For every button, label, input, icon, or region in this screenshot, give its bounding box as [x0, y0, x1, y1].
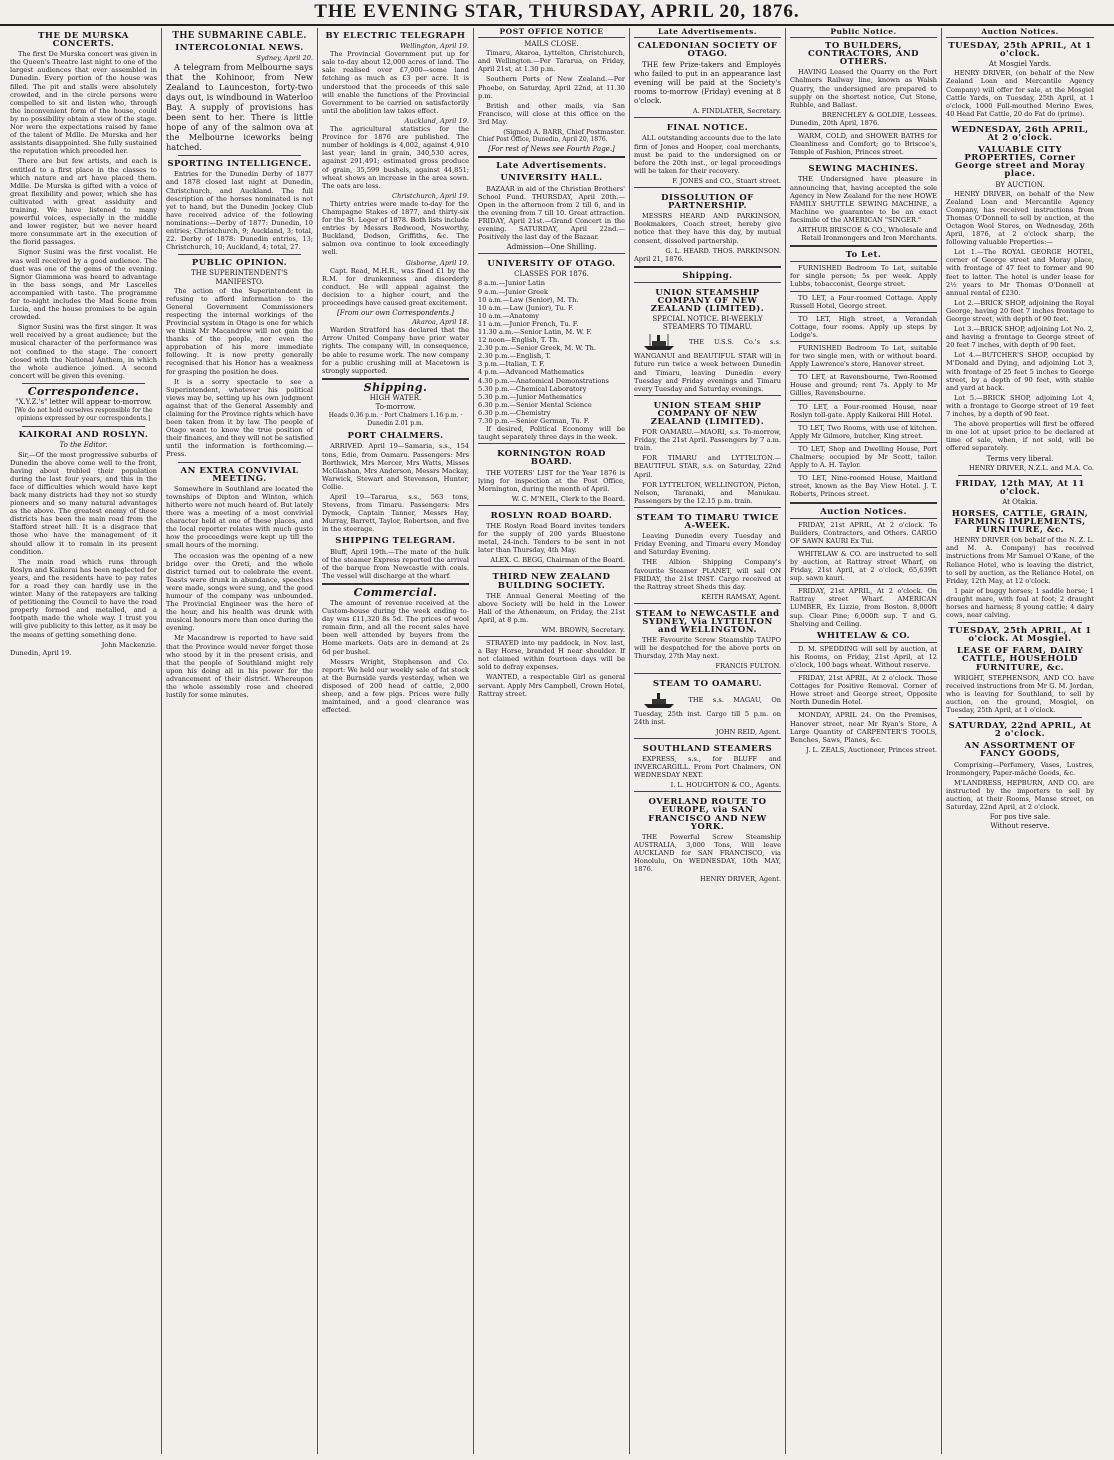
heading: THE SUBMARINE CABLE. — [172, 30, 307, 41]
paragraph: WHITELAW & CO. are instructed to sell by auction, at Rattray street Wharf, on Friday, 21st April, at 2 o'clock, 65,639ft sup. sawn kauri. — [790, 549, 937, 583]
divider — [22, 383, 145, 384]
signature: W. C. M'NEIL, Clerk to the Board. — [511, 494, 625, 503]
note: [We do not hold ourselves responsible for the opinions expressed by our correspondents.] — [14, 407, 153, 423]
paragraph: Capt. Read, M.H.R., was fined £1 by the R.M. for drunkenness and disorderly conduct. He will appeal against the decision to a higher court, and the proceedings have caused great excitement. — [322, 266, 469, 307]
class-1: 9 a.m.—Junior Greek — [478, 287, 548, 296]
dateline: Christchurch, April 19. — [392, 191, 469, 200]
admission: Admission—One Shilling. — [506, 243, 597, 252]
heading: SATURDAY, 22nd APRIL, At 2 o'clock. — [948, 721, 1092, 740]
paragraph: HENRY DRIVER (on behalf of the N. Z. L. and M. A. Company) has received instructions from Mr Samuel O'Kane, of the Reliance Hotel, who is leaving the district, to sell by auction, as the Reliance Hotel, on Friday, 12th May, at 12 o'clock. — [946, 536, 1094, 585]
paragraph: D. M. SPEDDING will sell by auction, at his Rooms, on Friday, 21st April, at 12 o'clock, 100 bags wheat. Without reserve. — [790, 644, 937, 669]
advertisement — [790, 584, 937, 627]
signature: BRENCHLEY & GOLDIE, Lessees. — [821, 110, 937, 119]
signature: HENRY DRIVER, Agent. — [699, 875, 781, 884]
paragraph: FURNISHED Bedroom To Let, suitable for two single men, with or without board. Apply Lawrence's store, Hanover street. — [790, 344, 937, 369]
paragraph: The main road which runs through Roslyn and Kaikorai has been neglected for years, and the residents have to pay rates for a road they can hardly use in the winter. Many of the ratepayers are talking of petitioning the Council to have the road properly formed and metalled, and a footpath made the whole way. I trust you will give publicity to this letter, as it may be the means of getting something done. — [10, 557, 157, 639]
dateline: Auckland, April 19. — [404, 116, 469, 125]
heading: STEAM TO TIMARU TWICE A-WEEK. — [636, 512, 779, 532]
heading: UNION STEAM SHIP COMPANY OF NEW ZEALAND (LIMITED). — [650, 400, 765, 427]
divider — [178, 155, 301, 156]
paragraph: Thirty entries were made to-day for the Champagne Stakes of 1877, and thirty-six for the St. Leger of 1878. Both lists include entries by Messrs Redwood, Nosworthy, Buckland, Dodson, Griffiths, &c. The salmon ova continue to look exceedingly well. — [322, 199, 469, 257]
paragraph: FOR TIMARU and LYTTELTON.—BEAUTIFUL STAR, s.s. on Saturday, 22nd April. — [634, 454, 781, 479]
subheading: MAILS CLOSE. — [524, 40, 579, 49]
divider — [178, 462, 301, 463]
column-3 — [318, 28, 474, 1454]
advertisement — [790, 642, 937, 669]
heading: SEWING MACHINES. — [808, 164, 919, 175]
section-heading: Commercial. — [353, 585, 438, 599]
section-heading: Shipping. — [363, 380, 428, 394]
paragraph: The agricultural statistics for the Province for 1876 are published. The number of holdings is 4,002, against 4,910 last year; land in grain, 340,530 acres, against 291,491; estimated gross produce of grain, 35,599 bushels, against 44,851; wheat shows an increase in the area sown. The oats are less. — [322, 125, 469, 190]
subheading: At Otakia. — [1002, 497, 1038, 506]
dateline: Gisborne, April 19. — [405, 258, 469, 267]
paragraph: Lot 4.—BUTCHER'S SHOP, occupied by M'Donald and Dying, and adjoining Lot 3, with frontage of 25 feet 5 inches to George street, by a depth of 90 feet, with stable and yard at back. — [946, 351, 1094, 392]
tide-heading: HIGH WATER. — [369, 393, 422, 402]
class-10: 3 p.m.—Italian, T. F. — [478, 360, 545, 369]
paragraph: 1 pair of buggy horses; 1 saddle horse; 1 draught mare, with foal at foot; 2 draught horses and harness; 8 young cattle; 4 dairy cows, near calving. — [946, 586, 1094, 620]
paragraph: MONDAY, APRIL 24. On the Premises, Hanover street, near Mr Ryan's Store, A Large Quantity of CARPENTER'S TOOLS, Benches, Saws, Planes, &c. — [790, 711, 937, 744]
heading: UNIVERSITY OF OTAGO. — [487, 259, 616, 270]
paragraph: TO LET, High street, a Verandah Cottage, four rooms. Apply up steps by Lodge's. — [790, 314, 937, 339]
advertisement — [790, 671, 937, 706]
paragraph: Lot 3.—BRICK SHOP, adjoining Lot No. 2, and having a frontage to George street of 20 feet 7 inches, with depth of 90 feet. — [946, 325, 1094, 350]
class-3: 10 a.m.—Law (Junior), Tu. F. — [478, 303, 574, 312]
paragraph: It is a sorry spectacle to see a Superintendent, whatever his political views may be, setting up his own judgment against that of the General Assembly and claiming for the Province rights which have been taken from it by law. The people of Otago want to know the true position of their finances, and they will not be satisfied until the information is forthcoming.—Press. — [166, 377, 313, 459]
advertisement — [634, 395, 781, 505]
signature: I. L. HOUGHTON & CO., Agents. — [670, 781, 781, 790]
section-heading: Late Advertisements. — [496, 161, 607, 172]
heading: TO BUILDERS, CONTRACTORS, AND OTHERS. — [808, 41, 919, 68]
paragraph — [634, 332, 781, 392]
paragraph: If desired, Political Economy will be taught separately three days in the week. — [478, 425, 625, 442]
paragraph: THE Roslyn Road Board invites tenders for the supply of 200 yards Bluestone metal, 24-inch. Tenders to be sent in not later than Thursday, 4th May. — [478, 521, 625, 555]
heading: FRIDAY, 12th MAY, At 11 o'clock. — [955, 478, 1085, 497]
divider — [634, 266, 781, 268]
advertisement — [478, 566, 625, 634]
column-header: Late Advertisements. — [634, 28, 781, 38]
advertisement — [790, 400, 937, 419]
heading: STEAM TO OAMARU. — [652, 678, 763, 689]
heading: WHITELAW & CO. — [816, 630, 911, 641]
divider — [958, 475, 1082, 476]
advertisement — [790, 421, 937, 440]
date: Dunedin, 20th April, 1876. — [790, 118, 880, 127]
heading: FINAL NOTICE. — [666, 123, 749, 134]
column-header: Public Notice. — [790, 28, 937, 38]
divider — [478, 156, 625, 158]
paragraph: THE Albion Shipping Company's favourite Steamer PLANET, will sail ON FRIDAY, the 21st INST. Cargo received at the Rattray street Sheds this day. — [634, 558, 781, 591]
dateline: Wellington, April 19. — [400, 42, 469, 51]
column-4 — [474, 28, 630, 1454]
class-15: 6.30 p.m.—Senior Mental Science — [478, 400, 592, 409]
paragraph: Entries for the Dunedin Derby of 1877 and 1878 closed last night at Dunedin, Christchurch, and Auckland. The full description of the horses nominated is not yet to hand, but the Dunedin Jockey Club have received advice of the following nominations:—Derby of 1877: Dunedin, 10 entries; Christchurch, 9; Auckland, 3; total, 22. Derby of 1878: Dunedin entries, 13; Christchurch, 10; Auckland, 4; total, 27. — [166, 170, 313, 252]
paragraph: A telegram from Melbourne says that the Kohinoor, from New Zealand to Launceston, forty-two days out, is windbound in Waterloo Bay. A supply of provisions has been sent to her. There is little hope of any of the salmon ova at the Melbourne iceworks being hatched. — [166, 62, 313, 153]
heading: VALUABLE CITY PROPERTIES, Corner George street and Moray place. — [954, 145, 1086, 180]
advertisement — [790, 158, 937, 242]
heading: WEDNESDAY, 26th APRIL, At 2 o'clock. — [951, 124, 1089, 144]
paragraph: The amount of revenue received at the Custom-house during the week ending to-day was £11,320 8s 5d. The prices of wool remain firm, and all the recent sales have been well attended by buyers from the Home markets. Oats are in demand at 2s 6d per bushel. — [322, 599, 469, 656]
heading: KAIKORAI AND ROSLYN. — [18, 430, 149, 441]
paragraph: The above properties will first be offered in one lot at upset price to be declared at time of sale, when, if not sold, will be offered separately. — [946, 420, 1094, 453]
paragraph: ARRIVED. April 19—Samaria, s.s., 154 tons, Edie, from Oamaru. Passengers: Mrs Borthwick, Mrs Mercer, Mrs Watts, Misses McGlashan, Mrs Anderson, Messrs Mackay, Warwick, Stewart and Stevenson, Hunter, Collie. — [322, 442, 469, 491]
paragraph: April 19—Tararua, s.s., 563 tons, Stevens, from Timaru. Passengers: Mrs Dymock, Captain Tanner, Messrs Hay, Murray, Barrett, Taylor, Robertson, and five in the steerage. — [322, 492, 469, 534]
advertisement — [790, 312, 937, 339]
paragraph: TO LET, Two Rooms, with use of kitchen. Apply Mr Gilmore, butcher, King street. — [790, 423, 937, 440]
paragraph: WARM, COLD, and SHOWER BATHS for Cleanliness and Comfort; go to Briscoe's, Temple of Fashion, Princes street. — [790, 132, 937, 157]
section-heading: Shipping. — [682, 270, 733, 281]
signature: J. L. ZEALS, Auctioneer, Princes street. — [806, 745, 937, 754]
advertisement — [790, 471, 937, 498]
paragraph: The occasion was the opening of a new bridge over the Oreti, and the whole district turned out to celebrate the event. Toasts were drunk in abundance, speeches were made, songs were sung, and the good humour of the company was unbounded. The Provincial Engineer was the hero of the hour, and his health was drunk with musical honours more than once during the evening. — [166, 551, 313, 633]
signature: G. L. HEARD. THOS. PARKINSON. — [665, 246, 781, 255]
class-2: 10 a.m.—Law (Senior), M. Th. — [478, 295, 579, 304]
paragraph: WRIGHT, STEPHENSON, AND CO. have received instructions from Mr G. M. Jordan, who is leaving for Southland, to sell by auction, on the ground, Mosgiel, on Tuesday, 25th April, at 1 o'clock. — [946, 673, 1094, 715]
paragraph: WANTED, a respectable Girl as general servant. Apply Mrs Campbell, Crown Hotel, Rattray street. — [478, 673, 625, 698]
paragraph: THE Favourite Screw Steamship TAUPO will be despatched for the above ports on Thursday, 27th May next. — [634, 636, 781, 661]
paragraph: Southern Ports of New Zealand.—Per Phoebe, on Saturday, April 22nd, at 11.30 p.m. — [478, 75, 625, 100]
paragraph: MESSRS HEARD AND PARKINSON, Bookmakers, Coach street, hereby give notice that they have this day, by mutual consent, dissolved partnership. — [634, 212, 781, 245]
divider — [958, 622, 1082, 623]
heading: DISSOLUTION OF PARTNERSHIP. — [661, 193, 754, 212]
paragraph: The action of the Superintendent in refusing to afford information to the General Government Commissioners respecting the internal workings of the Provincial system in Otago is one for which we think Mr Macandrew will not gain the thanks of the people, nor even the approbation of his more immediate following. It is now pretty generally recognised that his Honor has a weakness for grasping the position he does. — [166, 286, 313, 376]
heading: THIRD NEW ZEALAND BUILDING SOCIETY. — [492, 572, 611, 591]
dateline: Sydney, April 20. — [256, 54, 313, 63]
class-6: 11.30 a.m.—Senior Latin, M. W. F. — [478, 328, 592, 336]
dateline: Akaroa, April 18. — [412, 318, 469, 327]
signature: F. JONES and CO., Stuart street. — [672, 176, 781, 185]
tide-subheading: To-morrow. — [375, 403, 416, 412]
heading: BY ELECTRIC TELEGRAPH — [325, 31, 466, 41]
class-8: 2.30 p.m.—Senior Greek, M. W. Th. — [478, 344, 596, 353]
class-11: 4 p.m.—Advanced Mathematics — [478, 368, 584, 377]
heading: UNION STEAMSHIP COMPANY OF NEW ZEALAND (LIMITED). — [650, 287, 765, 315]
advertisement — [478, 505, 625, 565]
paragraph: Somewhere in Southland are located the townships of Dipton and Winton, which hitherto were not much heard of. But lately there was a meeting of a most convivial character held at one of these places, and the local reporter relates with much gusto how the proceedings were kept up till the small hours of the morning. — [166, 484, 313, 550]
advertisement — [790, 442, 937, 469]
column-header: POST OFFICE NOTICE — [478, 28, 625, 38]
class-12: 4.30 p.m.—Anatomical Demonstrations — [478, 376, 609, 385]
class-4: 10 a.m.—Anatomy — [478, 311, 539, 320]
paragraph — [634, 690, 781, 726]
signature: A. FINDLATER, Secretary. — [692, 107, 781, 116]
dateline: Dunedin, April 19. — [10, 648, 72, 657]
section-heading: To Let. — [845, 250, 882, 261]
advertisement — [478, 443, 625, 503]
column-header: Auction Notices. — [946, 28, 1094, 38]
heading: LEASE OF FARM, DAIRY CATTLE, HOUSEHOLD FURNITURE, &c. — [956, 646, 1084, 673]
advertisement — [478, 253, 625, 441]
class-5: 11 a.m.—Junior French, Tu. F. — [478, 319, 579, 328]
advertisement — [790, 547, 937, 582]
column-6 — [786, 28, 942, 1454]
heading: AN EXTRA CONVIVIAL MEETING. — [180, 465, 299, 484]
heading: UNIVERSITY HALL. — [500, 173, 603, 184]
paragraph: TO LET, Nine-roomed House, Maitland street, known as the Bay View Hotel. J. T. Roberts, Princes street. — [790, 474, 937, 499]
date: April 21, 1876. — [634, 254, 684, 263]
advertisement — [634, 791, 781, 883]
note: [From our own Correspondents.] — [337, 309, 454, 318]
subheading: CLASSES FOR 1876. — [514, 270, 589, 279]
paragraph: FURNISHED Bedroom To Let, suitable for single person; 5s per week. Apply Lubbs, tobacconist, George street. — [790, 264, 937, 289]
paragraph: The first De Murska concert was given in the Queen's Theatre last night to one of the largest audiences that ever assembled in Dunedin. Every portion of the house was filled. The pit and stalls were absolutely crowded, and in the circle persons were compelled to sit and listen who, through the inconvenient form of the house, could by no possibility obtain a view of the stage. Nor were the expectations raised by fame of the talent of Mdlle. De Murska and her assistants disappointed. She fully sustained the reputation which preceded her. — [10, 50, 157, 156]
paragraph: FRIDAY, 21st APRIL, At 2 o'clock. On Rattray street Wharf. AMERICAN LUMBER, Ex Lizzie, from Boston. 8,000ft sup. Clear Pine; 6,000ft sup. T and G. Shelving and Ceiling. — [790, 587, 937, 628]
subheading: At Mosgiel Yards. — [988, 60, 1052, 69]
tide-values: Heads 0.36 p.m. · Port Chalmers 1.16 p.m. · Dunedin 2.01 p.m. — [328, 412, 463, 428]
paragraph: Messrs Wright, Stephenson and Co. report: We held our weekly sale of fat stock at the Burnside yards yesterday, when we disposed of 200 head of cattle, 2,000 sheep, and a few pigs. Prices were fully maintained, and a good clearance was effected. — [322, 657, 469, 715]
steamship-icon — [642, 690, 676, 710]
class-16: 6.30 p.m.—Chemistry — [478, 408, 551, 417]
heading: HORSES, CATTLE, GRAIN, FARMING IMPLEMENTS, FURNITURE, &c. — [951, 508, 1089, 536]
paragraph: Mr Macandrew is reported to have said that the Province would never forget those who stood by it in the present crisis, and that the people of Southland might rely upon his doing all in his power for the advancement of their district. Whereupon the whole assembly rose and cheered lustily for some minutes. — [166, 634, 313, 700]
section-heading: Auction Notices. — [820, 506, 907, 517]
sale-note: Without reserve. — [990, 822, 1050, 831]
advertisement — [790, 708, 937, 753]
steamship-icon — [642, 332, 676, 352]
paragraph: HENRY DRIVER, on behalf of the New Zealand Loan and Mercantile Agency Company, has received instructions from Thomas O'Donnell to sell by auction, at the Octagon Wool Stores, on Wednesday, 26th April, 1876, at 2 o'clock sharp, the following valuable Properties:— — [946, 189, 1094, 247]
heading: ROSLYN ROAD BOARD. — [490, 510, 613, 521]
paragraph: STRAYED into my paddock, in Nov. last, a Bay Horse, branded H near shoulder. If not claimed within fourteen days will be sold to defray expenses. — [478, 639, 625, 672]
subheading: INTERCOLONIAL NEWS. — [175, 43, 304, 54]
paragraph: ALL outstanding accounts due to the late firm of Jones and Hooper, coal merchants, must be paid to the undersigned on or before the 20th inst., or legal proceedings will be taken for their recovery. — [634, 134, 781, 175]
heading: TUESDAY, 25th APRIL, At 1 o'clock. At Mosgiel. — [948, 626, 1092, 645]
paragraph: Warden Stratford has declared that the Arrow United Company have prior water rights. The company will, in consequence, be able to resume work. The new company for a public crushing mill at Macetown is strongly supported. — [322, 326, 469, 375]
heading: PUBLIC OPINION. — [191, 258, 288, 269]
paragraph: Signor Susini was the first singer. It was well received by a great audience; but the musical character of the performance was not confined to the stage. The concert closed with the National Anthem, in which the whole audience joined. A second concert will be given this evening. — [10, 323, 157, 380]
signature: WM. BROWN, Secretary. — [541, 626, 625, 634]
signature: JOHN REID, Agent. — [715, 727, 781, 736]
signature: John Mackenzie. — [101, 640, 157, 649]
advertisement — [478, 636, 625, 698]
paragraph: The Provincial Government put up for sale to-day about 12,000 acres of land. The sale realised over £7,000—some land fetching as much as £3 per acre. It is understood that the proceeds of this sale will enable the functions of the Provincial Government to be carried on satisfactorily until the abolition law takes effect. — [322, 50, 469, 115]
paragraph: Sir,—Of the most progressive suburbs of Dunedin the above come well to the front, having about trebled their population during the last four years, and this in the face of difficulties which would have kept back many districts had they not so sturdy pioneers and so many natural advantages as the above. The greatest enemy of these districts has been the main road from the Stafford street hill. It is a disgrace that those who have the management of it should allow it to remain in its present condition. — [10, 450, 157, 556]
salutation: To the Editor. — [59, 441, 108, 450]
divider — [958, 717, 1082, 718]
newspaper-columns — [6, 28, 1108, 1454]
column-5 — [630, 28, 786, 1454]
divider — [790, 245, 937, 247]
paragraph: EXPRESS, s.s., for BLUFF and INVERCARGILL. From Port Chalmers, ON WEDNESDAY NEXT. — [634, 755, 781, 780]
class-7: 12 noon—English, T. Th. — [478, 336, 560, 345]
heading: THE DE MURSKA CONCERTS. — [38, 31, 129, 50]
heading: SHIPPING TELEGRAM. — [335, 536, 456, 547]
column-1 — [6, 28, 162, 1454]
paragraph: HENRY DRIVER, (on behalf of the New Zealand Loan and Mercantile Agency Company) will offer for sale, at the Mosgiel Cattle Yards, on Tuesday, 25th April, at 1 o'clock, 1000 Full-mouthed Merino Ewes, 40 Head Fat Cattle, 20 do Fat do (prime). — [946, 69, 1094, 118]
heading: KORNINGTON ROAD BOARD. — [497, 449, 606, 468]
column-7 — [942, 28, 1098, 1454]
paragraph: Lot 5.—BRICK SHOP, adjoining Lot 4, with a frontage to George street of 19 feet 7 inches, by a depth of 90 feet. — [946, 393, 1094, 419]
paragraph: THE few Prize-takers and Employés who failed to put in an appearance last evening will be paid at the Society's rooms to-morrow (Friday) evening at 8 o'clock. — [634, 60, 781, 106]
sale-note: For pos tive sale. — [989, 813, 1051, 822]
paragraph: TO LET, a Four-roomed Cottage. Apply Russell Hotel, George street. — [790, 293, 937, 310]
paragraph: British and other mails, via San Francisco, will close at this office on the 3rd May. — [478, 101, 625, 126]
class-0: 8 a.m.—Junior Latin — [478, 279, 546, 288]
ad-text: THE s.s. MAGAU, On Tuesday, 25th inst. Cargo till 5 p.m. on 24th inst. — [634, 695, 781, 726]
newspaper-title: THE EVENING STAR, THURSDAY, APRIL 20, 1876. — [314, 1, 800, 22]
divider — [790, 502, 937, 504]
advertisement — [790, 341, 937, 368]
paragraph: HAVING Leased the Quarry on the Port Chalmers Railway line, known as Walsh Quarry, the undersigned are prepared to supply on the shortest notice, Cut Stone, Rubble, and Ballast. — [790, 68, 937, 109]
class-9: 2.30 p.m.—English, T. — [478, 352, 551, 361]
paragraph: FOR LYTTELTON, WELLINGTON, Picton, Nelson, Taranaki, and Manukau. Passengers by the 12.15 p.m. train. — [634, 480, 781, 505]
divider — [958, 121, 1082, 122]
advertisement — [790, 370, 937, 397]
divider — [322, 583, 469, 585]
paragraph: There are but few artists, and each is entitled to a first place in the classes to which nature and art have placed them. Mdlle. De Murska is gifted with a voice of great flexibility and power, which she has cultivated with great assiduity and training. We have listened to many powerful voices, especially in the middle and lower register, but we never heard more consummate art in the execution of the florid passages. — [10, 157, 157, 247]
heading: TUESDAY, 25th APRIL, At 1 o'clock. — [948, 41, 1092, 60]
paragraph: TO LET, a Four-roomed House, near Roslyn toll-gate. Apply Kaikorai Hill Hotel. — [790, 402, 937, 419]
class-13: 5.30 p.m.—Chemical Laboratory — [478, 384, 587, 393]
divider — [22, 426, 145, 427]
signature: HENRY DRIVER, N.Z.L. and M.A. Co. — [969, 463, 1094, 472]
heading: STEAM to NEWCASTLE and SYDNEY, Via LYTTELTON and WELLINGTON. — [635, 608, 780, 636]
advertisement — [634, 282, 781, 393]
signature: KEITH RAMSAY, Agent. — [701, 592, 781, 601]
paragraph: THE VOTERS' LIST for the Year 1876 is lying for inspection at the Post Office, Mornington, during the month of April. — [478, 468, 625, 493]
heading: CALEDONIAN SOCIETY OF OTAGO. — [637, 41, 778, 60]
masthead — [0, 0, 1114, 26]
ad-text: THE U.S.S. Co.'s s.s. WANGANUI and BEAUTIFUL STAR will in future run twice a week between Dunedin and Timaru, leaving Dunedin every Tuesday and Friday evenings and Timaru every Tuesday and Saturday evenings. — [634, 338, 781, 393]
advertisement — [790, 291, 937, 310]
section-heading: Correspondence. — [27, 384, 140, 398]
signature: ALEX. C. BEGG, Chairman of the Board. — [490, 556, 625, 565]
reference: Chief Post Office, Dunedin, April 20, 1876. — [478, 136, 608, 144]
advertisement — [634, 187, 781, 263]
subheading: THE SUPERINTENDENT'S MANIFESTO. — [191, 269, 288, 286]
paragraph: Leaving Dunedin every Tuesday and Friday Evening, and Timaru every Monday and Saturday Evening. — [634, 532, 781, 557]
paragraph: FRIDAY, 21st APRIL, At 2 o'clock. To Builders, Contractors, and Others. CARGO OF SAWN KAURI Ex Tui. — [790, 520, 937, 545]
heading: SOUTHLAND STEAMERS — [642, 743, 773, 754]
paragraph: BAZAAR in aid of the Christian Brothers' School Fund. THURSDAY, April 20th.—Open in the afternoon from 2 till 6, and in the evening from 7 till 10. Great attraction. FRIDAY, April 21st.—Grand Concert in the evening. SATURDAY, April 22nd.—Positively the last day of the Bazaar. — [478, 184, 625, 242]
divider — [178, 254, 301, 255]
signature: ARTHUR BRISCOE & CO., Wholesale and Retail Ironmongers and Iron Merchants. — [797, 225, 937, 243]
advertisement — [634, 673, 781, 736]
signature: (Signed) A. BARR, Chief Postmaster. — [503, 128, 625, 137]
paragraph: THE Annual General Meeting of the above Society will be held in the Lower Hall of the Athenæum, on Friday, the 21st April, at 8 p.m. — [478, 591, 625, 624]
column-2 — [162, 28, 318, 1454]
advertisement — [790, 518, 937, 545]
paragraph: Signor Susini was the first vocalist. He was well received by a good audience. The duet was one of the gems of the evening. Signor Giammona was heard to advantage in the bass songs, and Mr Lascelles accompanied with taste. The programme for to-night includes the Mad Scene from Lucia, and the house promises to be again crowded. — [10, 248, 157, 322]
note: "X.Y.Z.'s" letter will appear to-morrow. — [15, 398, 152, 407]
advertisement — [790, 261, 937, 288]
class-14: 5.30 p.m.—Junior Mathematics — [478, 392, 582, 401]
advertisement — [790, 129, 937, 156]
paragraph: Lot 1.—The ROYAL GEORGE HOTEL, corner of George street and Moray place, with frontage of 47 feet to former and 90 feet to latter. The hotel is under lease for 2½ years to Mr Thomas O'Donnell at annual rental of £230. — [946, 248, 1094, 297]
paragraph: M'LANDRESS, HEPBURN, AND CO. are instructed by the importers to sell by auction, at their Rooms, Manse street, on Saturday, 22nd April, at 2 o'clock. — [946, 778, 1094, 811]
subheading: BY AUCTION. — [995, 180, 1045, 189]
terms: Terms very liberal. — [986, 454, 1054, 463]
heading: PORT CHALMERS. — [347, 431, 444, 442]
paragraph: TO LET, at Ravensbourne, Two-Roomed House and ground; rent 7s. Apply to Mr Gillies, Ravensbourne. — [790, 373, 937, 398]
heading: AN ASSORTMENT OF FANCY GOODS, — [964, 741, 1076, 760]
paragraph: Lot 2.—BRICK SHOP, adjoining the Royal George, having 20 feet 7 inches frontage to George street, with depth of 90 feet. — [946, 298, 1094, 323]
paragraph: FOR OAMARU.—MAORI, s.s. To-morrow, Friday, the 21st April. Passengers by 7 a.m. train. — [634, 428, 781, 453]
advertisement — [634, 117, 781, 185]
signature: FRANCIS FULTON. — [715, 662, 781, 671]
advertisement — [634, 507, 781, 601]
note: [For rest of News see Fourth Page.] — [488, 145, 615, 154]
paragraph: Comprising—Perfumery, Vases, Lustres, Ironmongery, Paper-mâché Goods, &c. — [946, 760, 1094, 777]
paragraph: Bluff, April 19th.—The mate of the hulk of the steamer Express reported the arrival of the barque from Newcastle with coals. The vessel will discharge at the wharf. — [322, 547, 469, 580]
heading: OVERLAND ROUTE TO EUROPE, via SAN FRANCISCO AND NEW YORK. — [648, 797, 767, 832]
class-17: 7.30 p.m.—Senior German, Tu. F. — [478, 417, 590, 426]
divider — [322, 378, 469, 380]
paragraph: THE Undersigned have pleasure in announcing that, having accepted the sole Agency in New Zealand for the new HOWE FAMILY SHUTTLE SEWING MACHINE, a Machine we guarantee to be an exact facsimile of the AMERICAN "SINGER." — [790, 175, 937, 224]
heading: SPORTING INTELLIGENCE. — [167, 159, 312, 170]
paragraph: TO LET, Shop and Dwelling House, Port Chalmers; occupied by Mr Scott, tailor. Apply to A. H. Taylor. — [790, 444, 937, 470]
advertisement — [634, 738, 781, 789]
subheading: SPECIAL NOTICE. BI-WEEKLY STEAMERS TO TIMARU. — [652, 315, 763, 332]
advertisement — [634, 603, 781, 671]
paragraph: Timaru, Akaroa, Lyttelton, Christchurch, and Wellington.—Per Tararua, on Friday, April 21st, at 1.30 p.m. — [478, 49, 625, 74]
paragraph: FRIDAY, 21st APRIL, At 2 o'clock. Those Cottages for Positive Removal. Corner of Howe street and George street, Opposite North Dunedin Hotel. — [790, 674, 937, 707]
paragraph: THE Powerful Screw Steamship AUSTRALIA, 3,000 Tons, Will leave AUCKLAND for SAN FRANCISCO, via Honolulu, On WEDNESDAY, 10th MAY, 1876. — [634, 832, 781, 874]
